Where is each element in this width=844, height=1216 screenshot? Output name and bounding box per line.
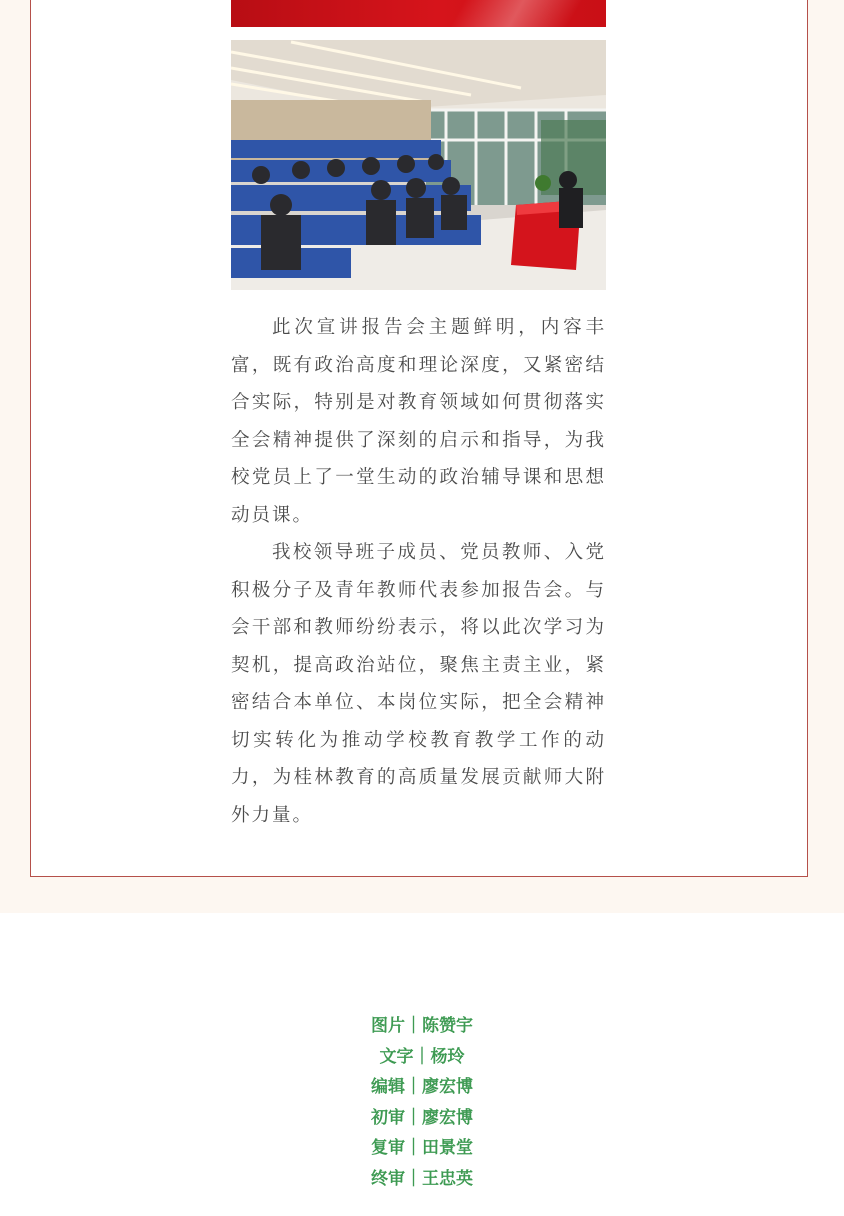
credit-editor: 编辑｜廖宏博: [371, 1077, 473, 1097]
article-paragraph: 我校领导班子成员、党员教师、入党积极分子及青年教师代表参加报告会。与会干部和教师纷纷表示，将以此次学习为契机，提高政治站位，聚焦主责主业，紧密结合本单位、本岗位实际，把全会精神切实转化为推动学校教育教学工作的动力，为桂林教育的高质量发展贡献师大附外力量。: [231, 542, 606, 826]
credit-second-review: 复审｜田景堂: [371, 1138, 473, 1158]
credits-block: [0, 1011, 844, 1194]
photo-red-tablecloth: [231, 0, 606, 27]
credit-final-review: 终审｜王忠英: [371, 1168, 473, 1189]
article-paragraph: 此次宣讲报告会主题鲜明，内容丰富，既有政治高度和理论深度，又紧密结合实际，特别是对教育领域如何贯彻落实全会精神提供了深刻的启示和指导，为我校党员上了一堂生动的政治辅导课和思想动员课。: [231, 317, 606, 526]
credit-photo: 图片｜陈赞宇: [371, 1016, 473, 1036]
article-body: [231, 309, 606, 834]
photo-lecture-hall: [231, 40, 606, 290]
credit-text: 文字｜杨玲: [379, 1046, 465, 1067]
photo-fold-highlight: [231, 0, 606, 27]
credit-first-review: 初审｜廖宏博: [371, 1107, 473, 1128]
